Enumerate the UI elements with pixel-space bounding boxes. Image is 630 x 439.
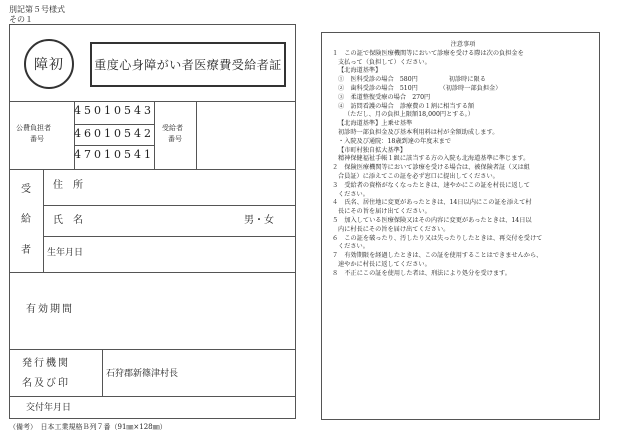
- notes-line: ・入院及び通院：18歳到達の年度末まで: [338, 137, 452, 145]
- recipient-vertical-3: 者: [21, 245, 31, 256]
- divider: [102, 349, 103, 396]
- divider: [196, 101, 197, 169]
- burden-number-2: 46010542: [74, 127, 154, 140]
- notes-line: ６ この証を破ったり、汚したり又は失ったりしたときは、再交付を受けて: [332, 234, 543, 242]
- divider: [10, 396, 295, 397]
- divider: [10, 169, 295, 170]
- notes-line: 【北海道基準】上乗せ基準: [338, 120, 413, 128]
- notes-line: ４ 氏名、居住地に変更があったときは、14日以内にこの証を添えて村: [332, 199, 532, 207]
- form-part: その１: [9, 15, 33, 24]
- divider: [10, 272, 295, 273]
- validity-label: 有効期間: [26, 304, 74, 315]
- notes-line: 長にその旨を届け出てください。: [338, 208, 431, 216]
- birth-date-label: 生年月日: [47, 248, 84, 258]
- notes-line: （ただし、月の負担上限額18,000円とする。）: [344, 111, 474, 119]
- notes-line: 【北海道基準】: [338, 67, 382, 75]
- notes-line: ④ 訪問看護の場合 診療費の１割に相当する額: [338, 102, 475, 110]
- notes-line: ７ 有効期限を経過したときは、この証を使用することはできませんから、: [332, 252, 543, 260]
- divider: [74, 124, 154, 125]
- recipient-vertical-2: 給: [21, 214, 31, 225]
- notes-line: ③ 柔道整復受療の場合 270円: [338, 93, 431, 101]
- notes-line: ３ 受給者の資格がなくなったときは、速やかにこの証を村長に返して: [332, 181, 530, 189]
- footer-note: （備考） 日本工業規格Ｂ列７番（91㎜×128㎜）: [9, 423, 167, 431]
- burden-number-1: 45010543: [74, 104, 154, 117]
- recipient-vertical-1: 受: [21, 184, 31, 195]
- address-label: 住 所: [53, 180, 83, 191]
- issuer-label-2: 名及び印: [22, 378, 70, 389]
- divider: [10, 101, 295, 102]
- notes-line: ２ 保険医療機関等において診療を受ける場合は、被保険者証（又は組: [332, 164, 530, 172]
- recipient-number-label-2: 番号: [168, 135, 182, 143]
- divider: [154, 101, 155, 169]
- name-label: 氏 名: [53, 215, 83, 226]
- burden-number-3: 47010541: [74, 148, 154, 161]
- burden-number-label: 公費負担者: [16, 124, 51, 132]
- notes-line: 精神保健福祉手帳１級に該当する方の入院も北海道基準に準じます。: [338, 155, 530, 163]
- notes-line: ５ 加入している医療保険又はその内容に変更があったときは、14日以: [332, 216, 532, 224]
- gender-options: 男・女: [244, 215, 274, 226]
- recipient-number-label: 受給者: [162, 124, 183, 132]
- certificate-card: [9, 24, 296, 419]
- notes-line: 支払って（負担して）ください。: [338, 58, 431, 66]
- notes-line: ください。: [338, 243, 369, 251]
- notes-line: 合員証）に添えてこの証を必ず窓口に提出してください。: [338, 172, 499, 180]
- notes-line: ください。: [338, 190, 369, 198]
- issue-date-label: 交付年月日: [26, 403, 72, 413]
- notes-line: ① 医科受診の場合 580円 初診時に限る: [338, 76, 486, 84]
- notes-title: 注意事項: [450, 41, 476, 48]
- badge-circle: [24, 39, 74, 89]
- issuer-name: 石狩郡新篠津村長: [106, 369, 179, 379]
- notes-line: １ この証で保険医療機関等において診療を受ける際は次の負担金を: [332, 49, 524, 57]
- certificate-title: 重度心身障がい者医療費受給者証: [94, 58, 282, 72]
- divider: [74, 145, 154, 146]
- issuer-label: 発行機関: [22, 358, 70, 369]
- notes-line: 【市町村独自拡大基準】: [338, 146, 407, 154]
- burden-number-label-2: 番号: [30, 135, 44, 143]
- certificate-title-box: [90, 42, 286, 87]
- notes-line: 内に村長にその旨を届け出てください。: [338, 225, 450, 233]
- notes-line: 初診時一部負担金及び基本利用料は村が全額助成します。: [338, 128, 499, 136]
- badge-label: 障初: [34, 57, 64, 73]
- notes-line: ８ 不正にこの証を使用した者は、刑法により処分を受けます。: [332, 269, 511, 277]
- form-number: 別記第５号様式: [9, 5, 65, 14]
- notes-line: 速やかに村長に返してください。: [338, 260, 431, 268]
- notes-line: ② 歯科受診の場合 510円 （初診時一部負担金）: [338, 84, 502, 92]
- divider: [43, 169, 44, 272]
- divider: [10, 349, 295, 350]
- notes-card: [321, 32, 600, 420]
- divider: [43, 205, 295, 206]
- divider: [43, 236, 295, 237]
- notes-list: [332, 41, 594, 279]
